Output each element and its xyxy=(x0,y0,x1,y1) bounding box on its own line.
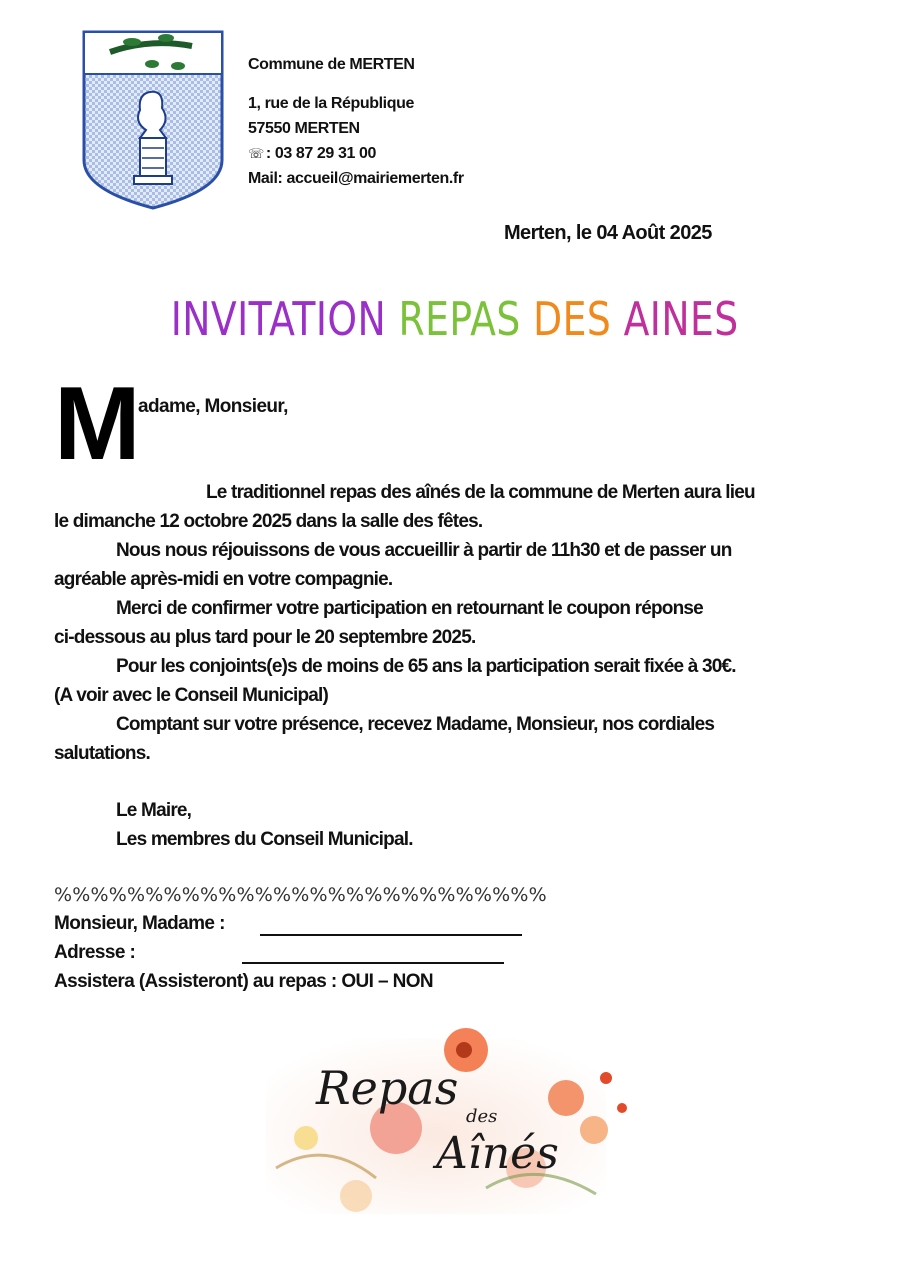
title-word-repas: REPAS xyxy=(398,292,521,346)
repas-des-aines-floral-image xyxy=(236,1018,636,1214)
deco-text-des: des xyxy=(466,1106,498,1127)
coupon-separator: %%%%%%%%%%%%%%%%%%%%%%%%%%% xyxy=(54,884,547,906)
address-city: 57550 MERTEN xyxy=(248,120,360,137)
deco-text-repas: Repas xyxy=(316,1061,459,1115)
merten-coat-of-arms xyxy=(80,30,226,210)
title-word-invitation: INVITATION xyxy=(170,292,387,346)
letter-line: ci-dessous au plus tard pour le 20 septembre 2025. xyxy=(54,627,476,648)
coupon-name-label: Monsieur, Madame : xyxy=(54,913,225,934)
coupon-address-blank xyxy=(242,962,504,964)
letter-line: (A voir avec le Conseil Municipal) xyxy=(54,685,329,706)
title-word-des: DES xyxy=(533,292,612,346)
letter-line: Comptant sur votre présence, recevez Madame, Monsieur, nos cordiales xyxy=(116,714,715,735)
commune-name: Commune de MERTEN xyxy=(248,56,415,73)
invitation-title xyxy=(86,292,823,346)
deco-text-aines: Aînés xyxy=(436,1128,559,1179)
coupon-name-blank xyxy=(260,934,522,936)
letter-line: Nous nous réjouissons de vous accueillir à partir de 11h30 et de passer un xyxy=(116,540,732,561)
letter-date: Merten, le 04 Août 2025 xyxy=(504,222,712,244)
signature-council: Les membres du Conseil Municipal. xyxy=(116,829,413,850)
signature-mayor: Le Maire, xyxy=(116,800,192,821)
coupon-attendance: Assistera (Assisteront) au repas : OUI – NON xyxy=(54,971,434,992)
letter-line: salutations. xyxy=(54,743,150,764)
phone-number: : 03 87 29 31 00 xyxy=(265,145,376,162)
title-word-aines: AINES xyxy=(623,292,739,346)
letter-line: le dimanche 12 octobre 2025 dans la salle des fêtes. xyxy=(54,511,483,532)
letter-line: Pour les conjoints(e)s de moins de 65 ans la participation serait fixée à 30€. xyxy=(116,656,736,677)
letter-line: agréable après-midi en votre compagnie. xyxy=(54,569,393,590)
address-street: 1, rue de la République xyxy=(248,95,414,112)
letter-line: Merci de confirmer votre participation en retournant le coupon réponse xyxy=(116,598,703,619)
drop-cap: M xyxy=(54,366,141,482)
letter-line: Le traditionnel repas des aînés de la commune de Merten aura lieu xyxy=(206,482,755,503)
phone-line xyxy=(248,145,376,163)
salutation: adame, Monsieur, xyxy=(138,396,288,417)
phone-fax-icon: ☏ xyxy=(248,146,264,161)
mail-address[interactable]: Mail: accueil@mairiemerten.fr xyxy=(248,170,464,187)
coupon-address-label: Adresse : xyxy=(54,942,136,963)
